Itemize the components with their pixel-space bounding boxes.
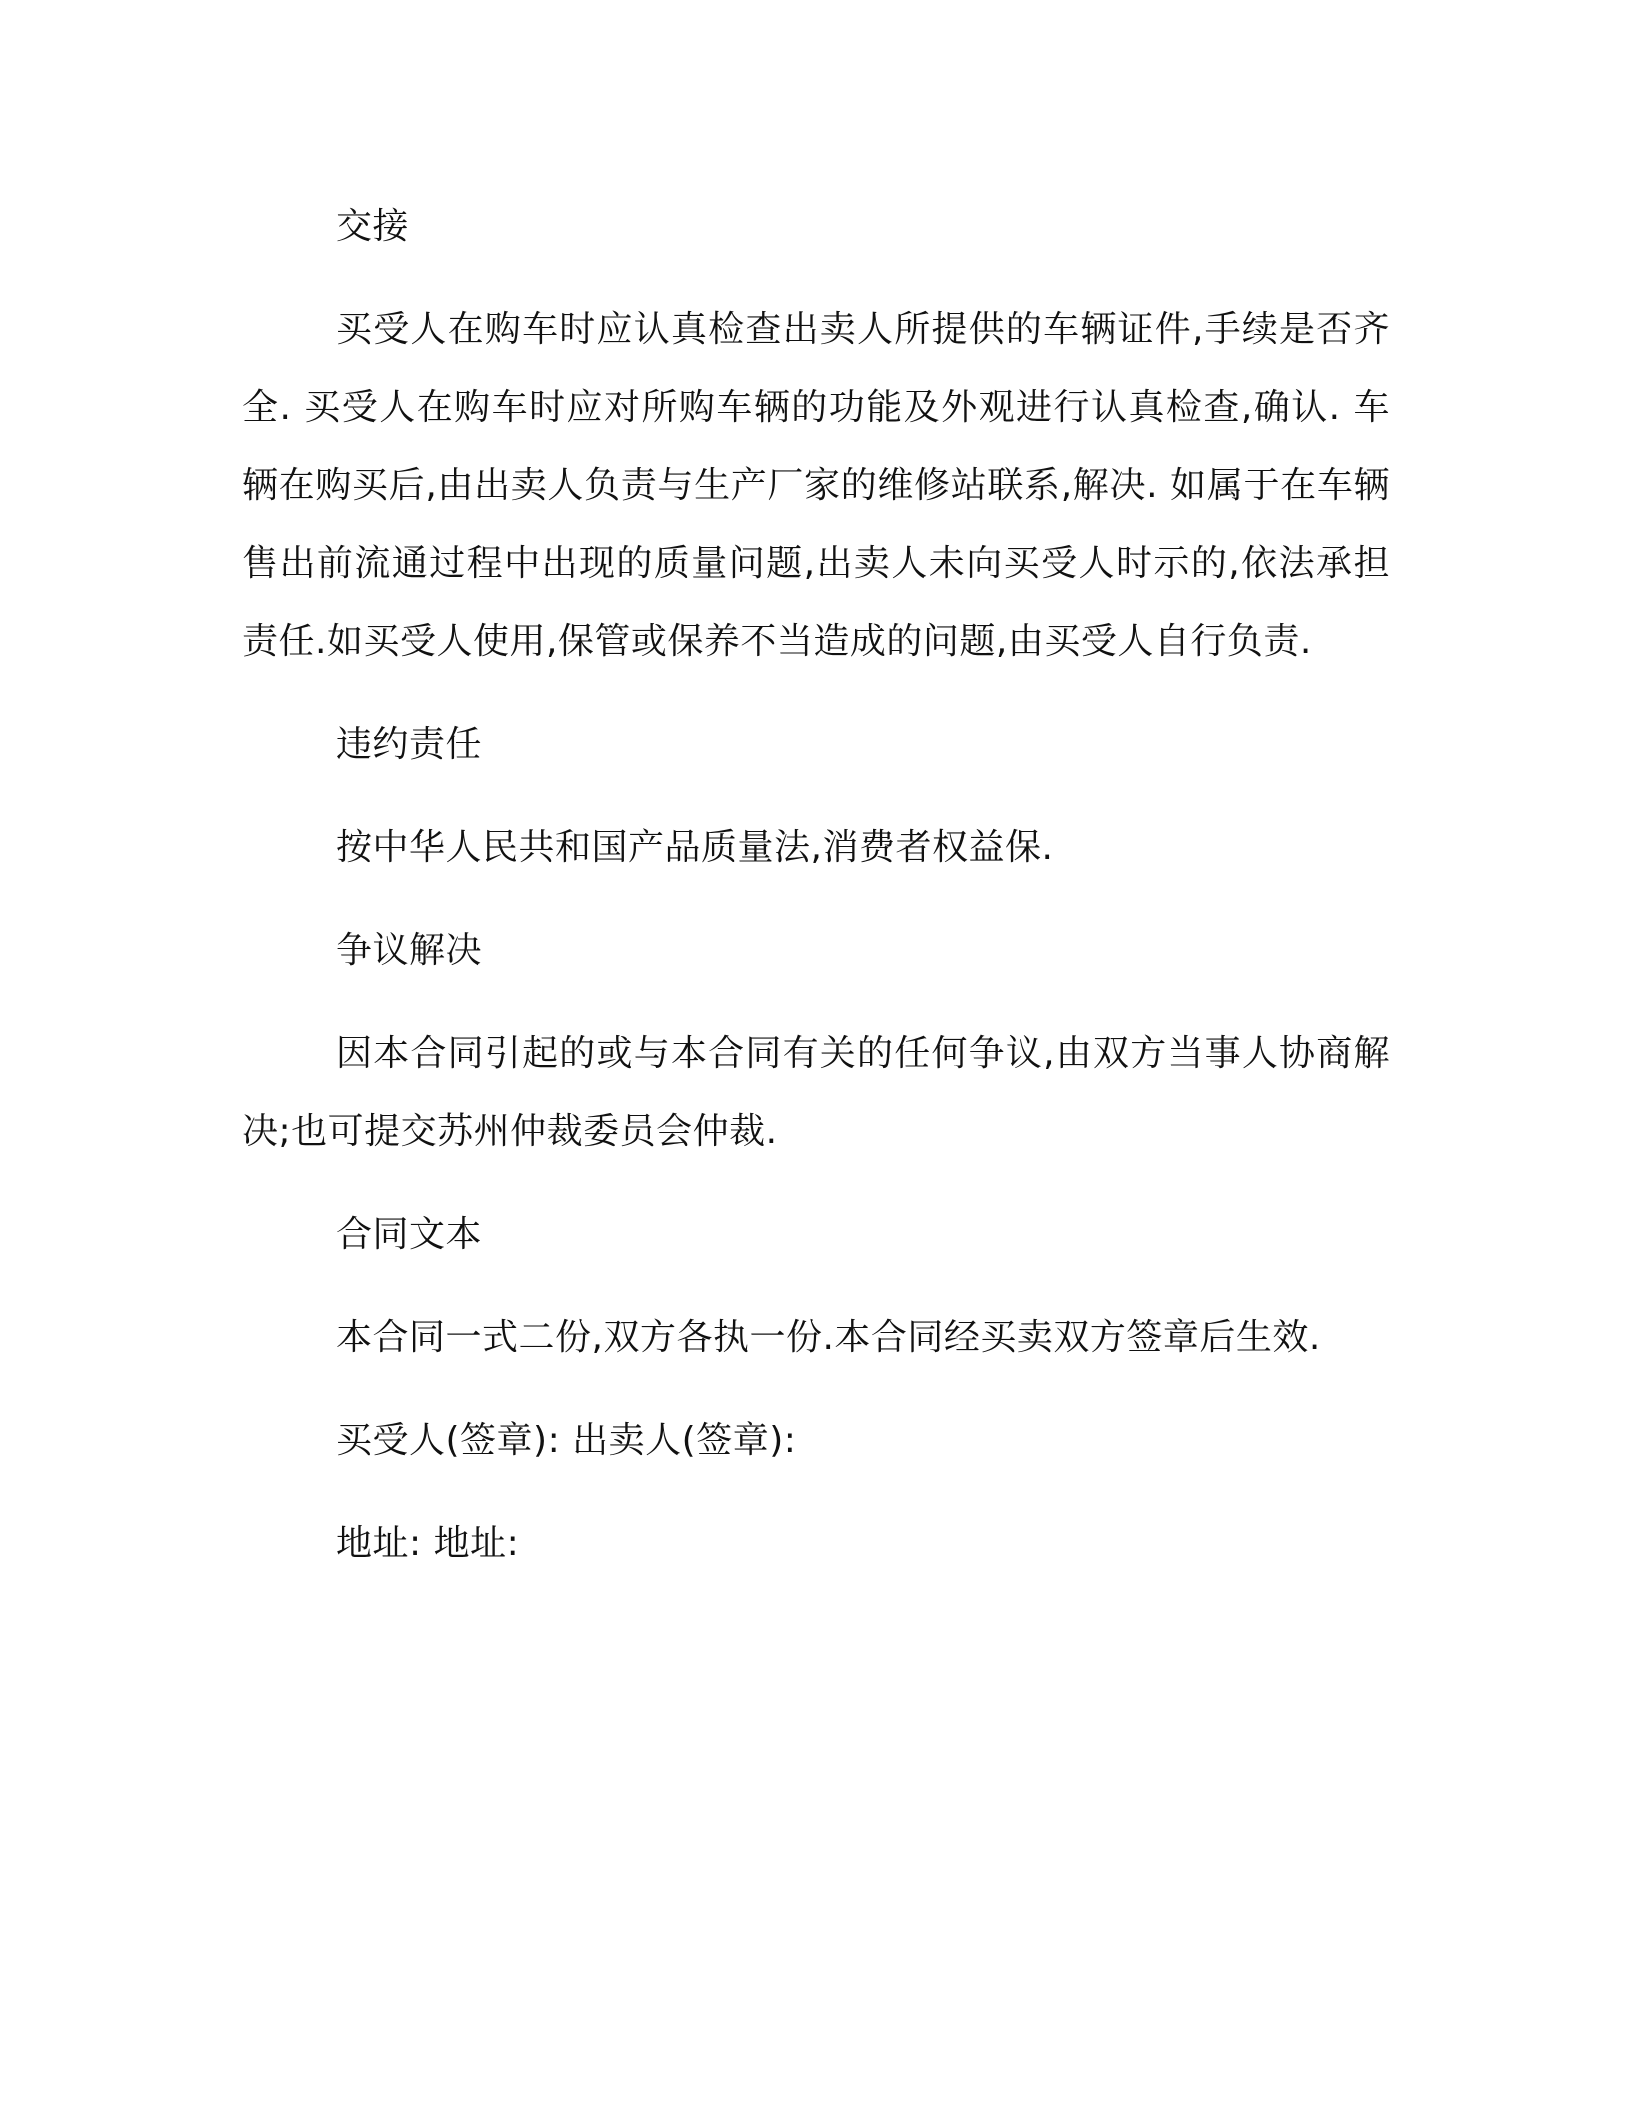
section-body-contract-text: 本合同一式二份,双方各执一份.本合同经买卖双方签章后生效. <box>336 1317 1321 1358</box>
section-heading-contract-text: 合同文本 <box>336 1214 483 1255</box>
section-heading-liability: 违约责任 <box>336 724 483 765</box>
address-line: 地址: 地址: <box>336 1523 520 1564</box>
document-body <box>242 188 1390 1583</box>
section-heading-dispute: 争议解决 <box>336 930 483 971</box>
section-body-handover: 买受人在购车时应认真检查出卖人所提供的车辆证件,手续是否齐全. 买受人在购车时应对所购车辆的功能及外观进行认真检查,确认. 车辆在购买后,由出卖人负责与生产厂家的维修站联系,解决. 如属于在车辆售出前流通过程中出现的质量问题,出卖人未向买受人时示的,依法承担责任.如买受人使用,保管或保养不当造成的问题,由买受人自行负责. <box>242 309 1390 662</box>
section-heading-handover: 交接 <box>336 206 410 247</box>
section-body-dispute: 因本合同引起的或与本合同有关的任何争议,由双方当事人协商解决;也可提交苏州仲裁委员会仲裁. <box>242 1033 1390 1152</box>
signature-line: 买受人(签章): 出卖人(签章): <box>336 1420 797 1461</box>
section-body-liability: 按中华人民共和国产品质量法,消费者权益保. <box>336 827 1054 868</box>
